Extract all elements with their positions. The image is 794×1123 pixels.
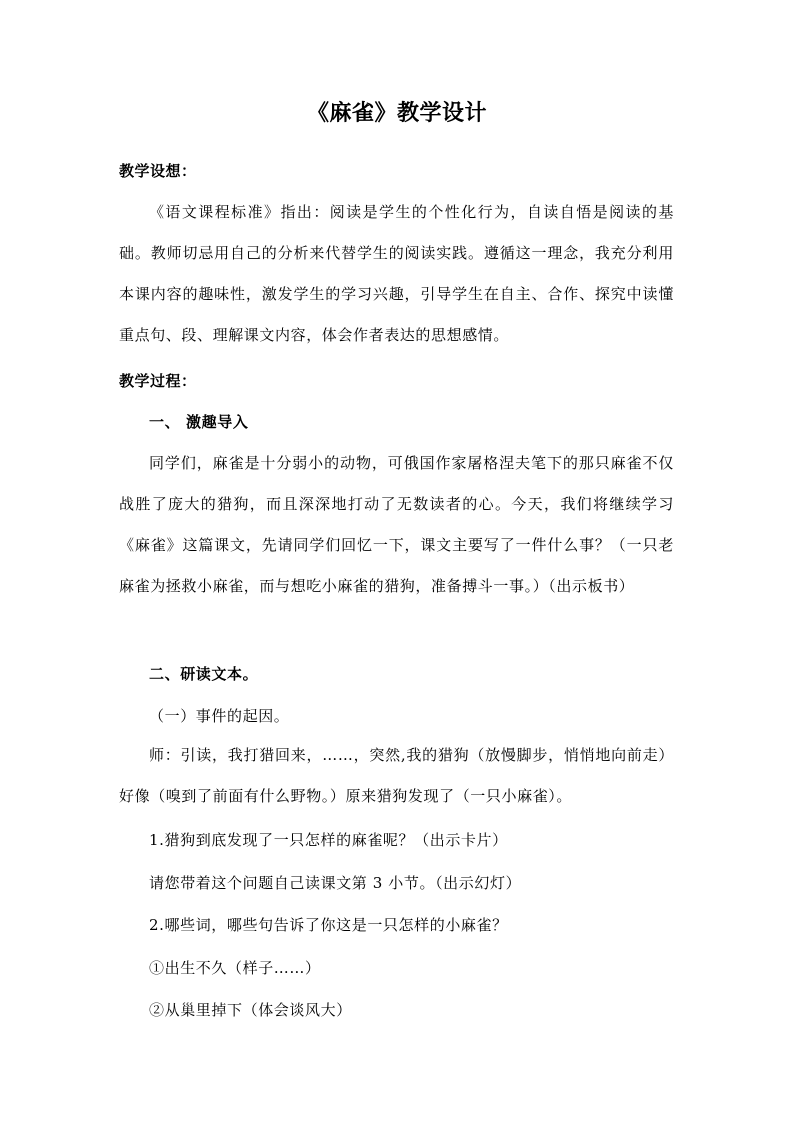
process-heading: 教学过程：	[119, 372, 197, 390]
answer-point-1: ①出生不久（样子……）	[149, 959, 321, 977]
section1-paragraph: 同学们，麻雀是十分弱小的动物，可俄国作家屠格涅夫笔下的那只麻雀不仅战胜了庞大的猎狗，而且深深地打动了无数读者的心。今天，我们将继续学习《麻雀》这篇课文，先请同学们回忆一下，课文主要写了一件什么事？（一只老麻雀为拯救小麻雀，而与想吃小麻雀的猎狗，准备搏斗一事。）（出示板书）	[119, 454, 674, 595]
question-1: 1.猎狗到底发现了一只怎样的麻雀呢？（出示卡片）	[149, 831, 508, 849]
question-2: 2.哪些词，哪些句告诉了你这是一只怎样的小麻雀？	[149, 916, 508, 934]
teacher-paragraph: 师：引读，我打猎回来，……，突然,我的猎狗（放慢脚步，悄悄地向前走）好像（嗅到了前面有什么野物。）原来猎狗发现了（一只小麻雀）。	[119, 746, 674, 805]
section1-heading: 一、 激趣导入	[149, 413, 249, 431]
design-heading: 教学设想：	[119, 162, 197, 180]
design-paragraph: 《语文课程标准》指出：阅读是学生的个性化行为，自读自悟是阅读的基础。教师切忌用自己的分析来代替学生的阅读实践。遵循这一理念，我充分利用本课内容的趣味性，激发学生的学习兴趣，引导学生在自主、合作、探究中读懂重点句、段、理解课文内容，体会作者表达的思想感情。	[119, 203, 674, 344]
subsection-cause: （一）事件的起因。	[149, 707, 290, 725]
question-1-instruction: 请您带着这个问题自己读课文第 3 小节。（出示幻灯）	[149, 874, 522, 892]
document-title: 《麻雀》教学设计	[306, 100, 487, 126]
answer-point-2: ②从巢里掉下（体会谈风大）	[149, 1001, 352, 1019]
section2-heading: 二、研读文本。	[149, 665, 259, 683]
